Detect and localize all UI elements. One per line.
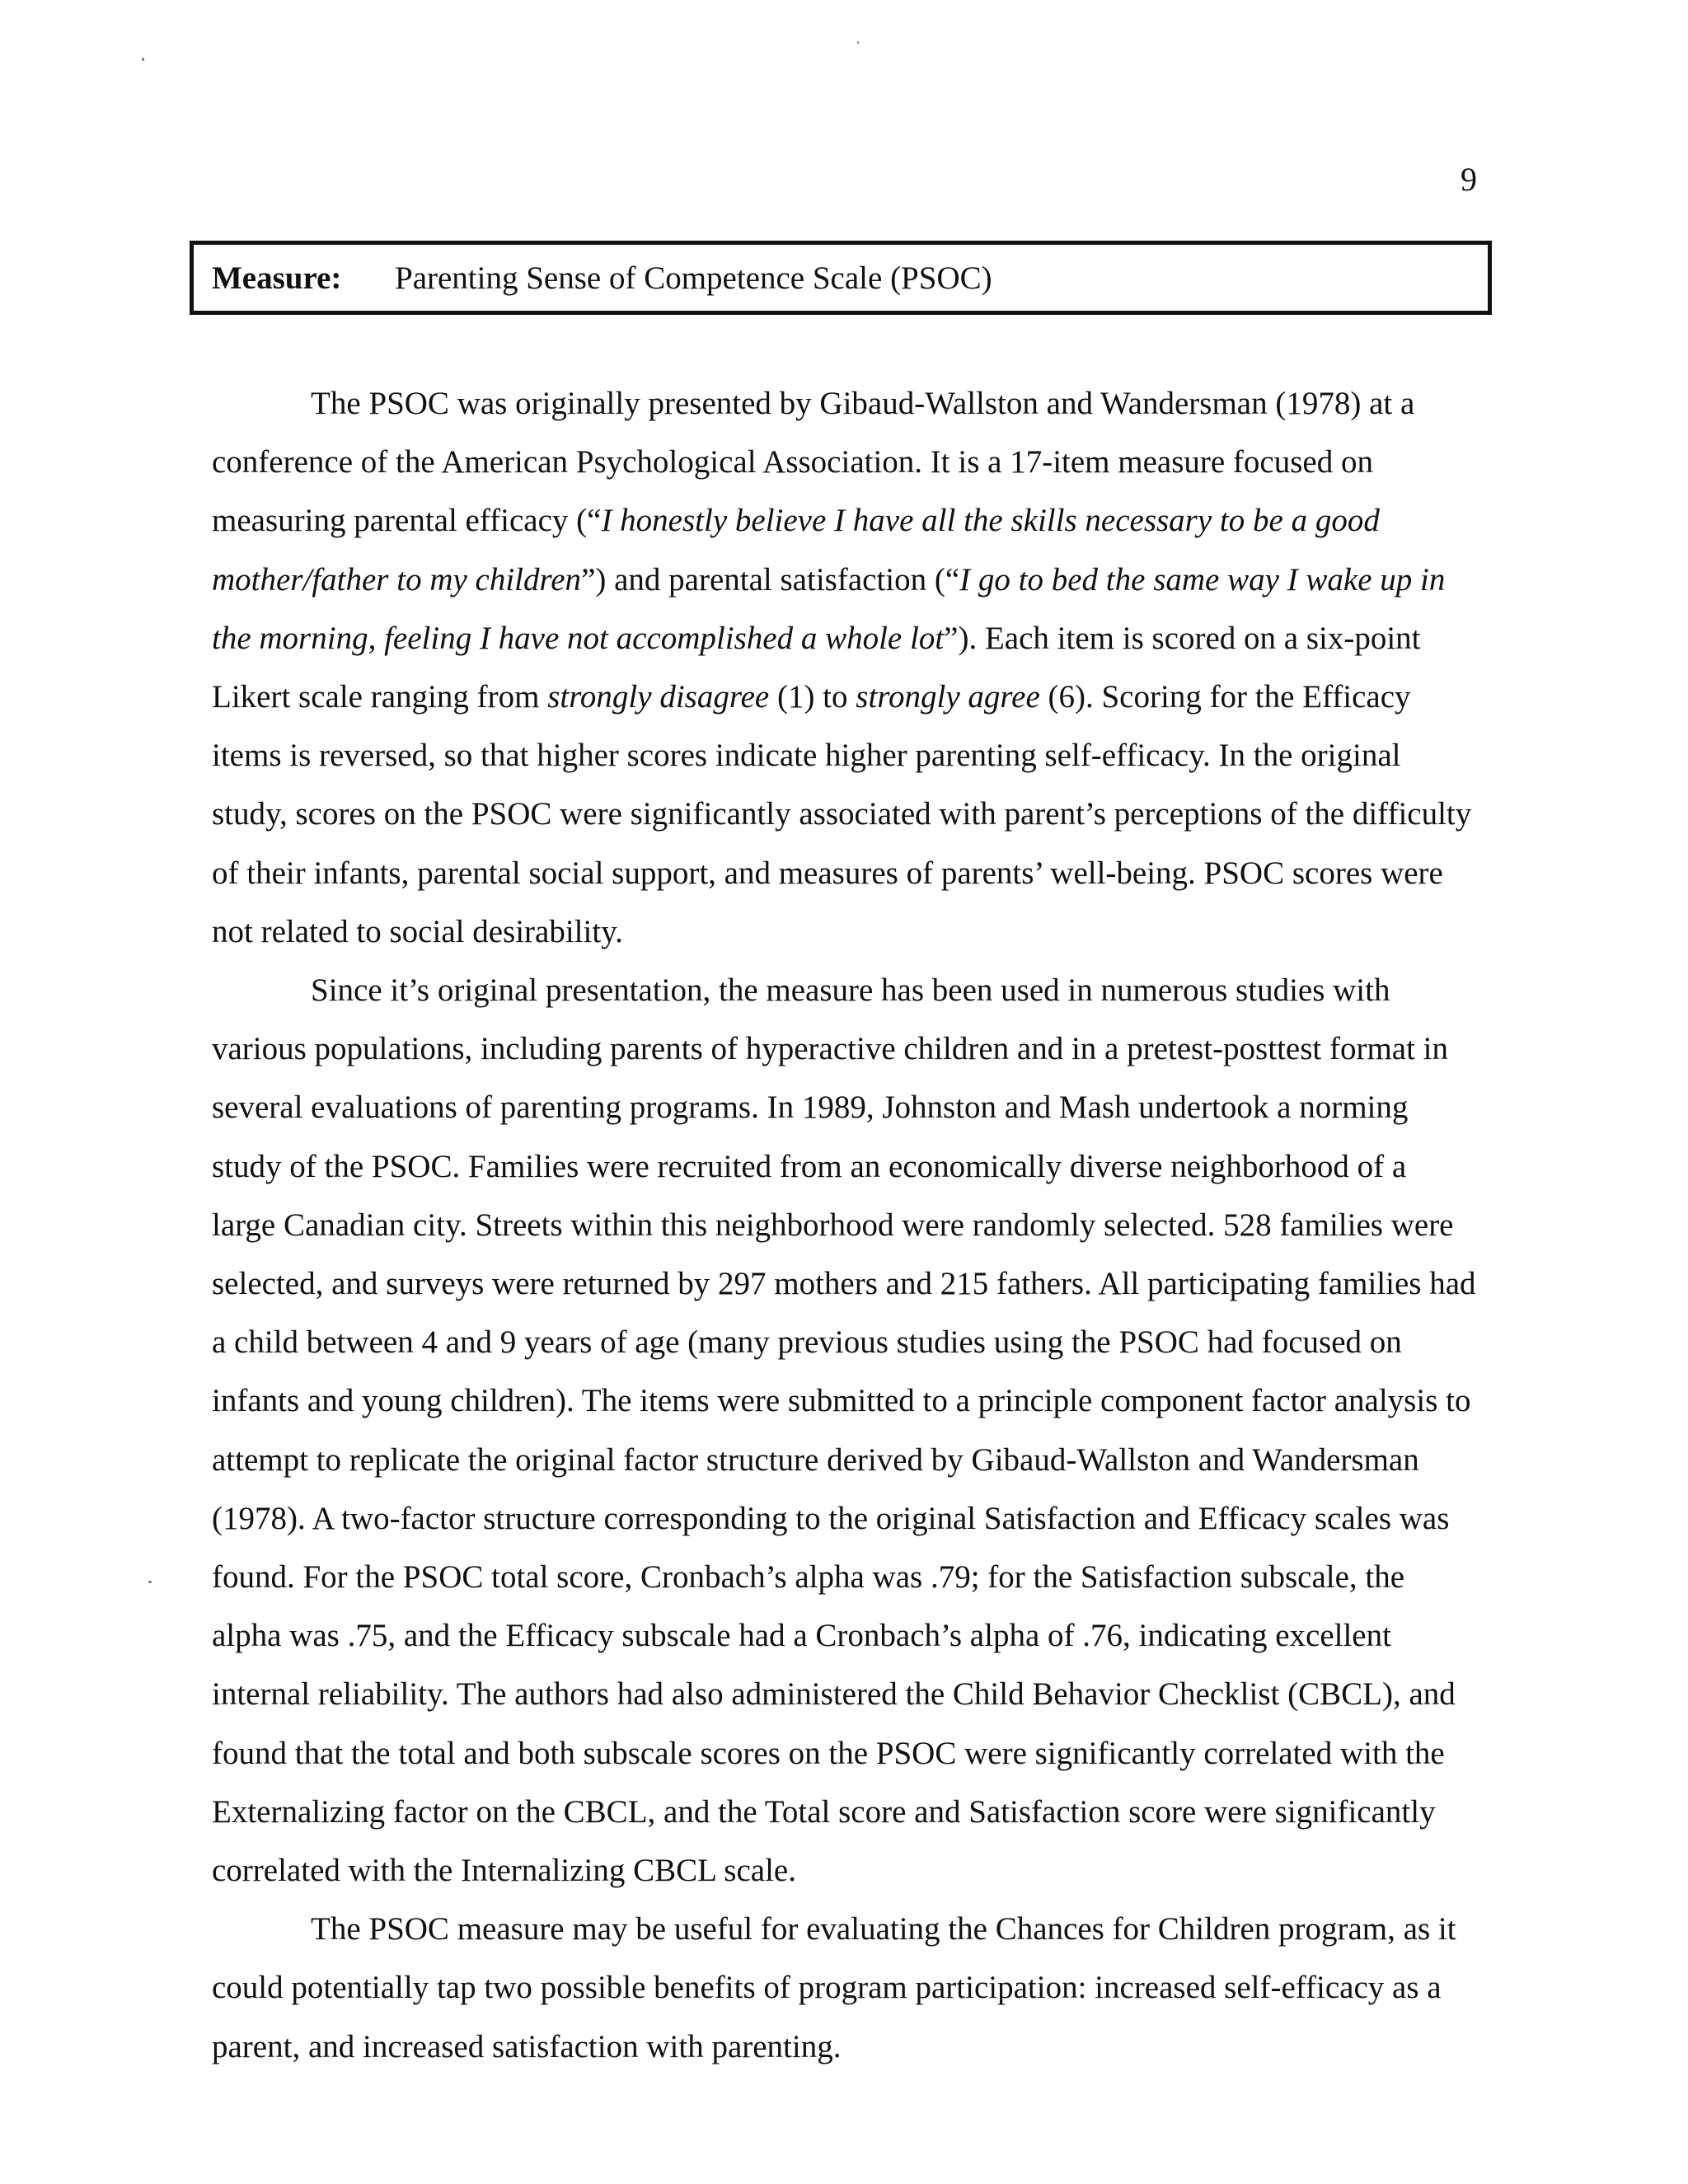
satisfaction-quote: I go to bed the same way I wake up in the morning, feeling I have not accomplished a whole lot [212,561,1446,656]
page-number: 9 [1461,161,1477,198]
paragraph-2: Since it’s original presentation, the measure has been used in numerous studies with various populations, including parents of hyperactive children and in a pretest-posttest format in several evaluations of parenting programs. In 1989, Johnston and Mash undertook a norming study of the PSOC. Families were recruited from an economically diverse neighborhood of a large Canadian city. Streets within this neighborhood were randomly selected. 528 families were selected, and surveys were returned by 297 mothers and 215 fathers. All participating families had a child between 4 and 9 years of age (many previous studies using the PSOC had focused on infants and young children). The items were submitted to a principle component factor analysis to attempt to replicate the original factor structure derived by Gibaud-Wallston and Wandersman (1978). A two-factor structure corresponding to the original Satisfaction and Efficacy scales was found. For the PSOC total score, Cronbach’s alpha was .79; for the Satisfaction subscale, the alpha was .75, and the Efficacy subscale had a Cronbach’s alpha of .76, indicating excellent internal reliability. The authors had also administered the Child Behavior Checklist (CBCL), and found that the total and both subscale scores on the PSOC were significantly correlated with the Externalizing factor on the CBCL, and the Total score and Satisfaction score were significantly correlated with the Internalizing CBCL scale. [212,972,1476,1889]
paragraph-1-text-a: The PSOC was originally presented by Gibaud-Wallston and Wandersman (1978) at a conference of the American Psychological Association. It is a 17-item measure focused on measuring parental efficacy (“ [212,386,1415,539]
scan-speck [142,58,144,61]
paragraph-1-text-d: (1) to [769,679,856,715]
paragraph-1-text-e: (6). Scoring for the Efficacy items is reversed, so that higher scores indicate higher parenting self-efficacy. In the original study, scores on the PSOC were significantly associated with parent’s perceptions of the difficulty of their infants, parental social support, and measures of parents’ well-being. PSOC scores were not related to social desirability. [212,679,1472,949]
paragraph-1-text-c: ”). Each item is scored on a six-point Likert scale ranging from [212,620,1421,715]
scan-speck [148,1581,152,1583]
scan-speck [857,41,859,44]
measure-header-box [190,241,1492,315]
paragraph-1 [212,374,1477,961]
paragraph-3: The PSOC measure may be useful for evaluating the Chances for Children program, as it could potentially tap two possible benefits of program participation: increased self-efficacy as a parent, and increased satisfaction with parenting. [212,1911,1456,2064]
scale-anchor-high: strongly agree [856,679,1040,715]
scale-anchor-low: strongly disagree [547,679,770,715]
paragraph-1-text-b: ”) and parental satisfaction (“ [581,561,960,598]
measure-label: Measure: [212,260,342,296]
body-text [212,374,1477,2076]
measure-title: Parenting Sense of Competence Scale (PSOC) [395,260,992,296]
efficacy-quote: I honestly believe I have all the skills necessary to be a good mother/father to my children [212,503,1380,598]
